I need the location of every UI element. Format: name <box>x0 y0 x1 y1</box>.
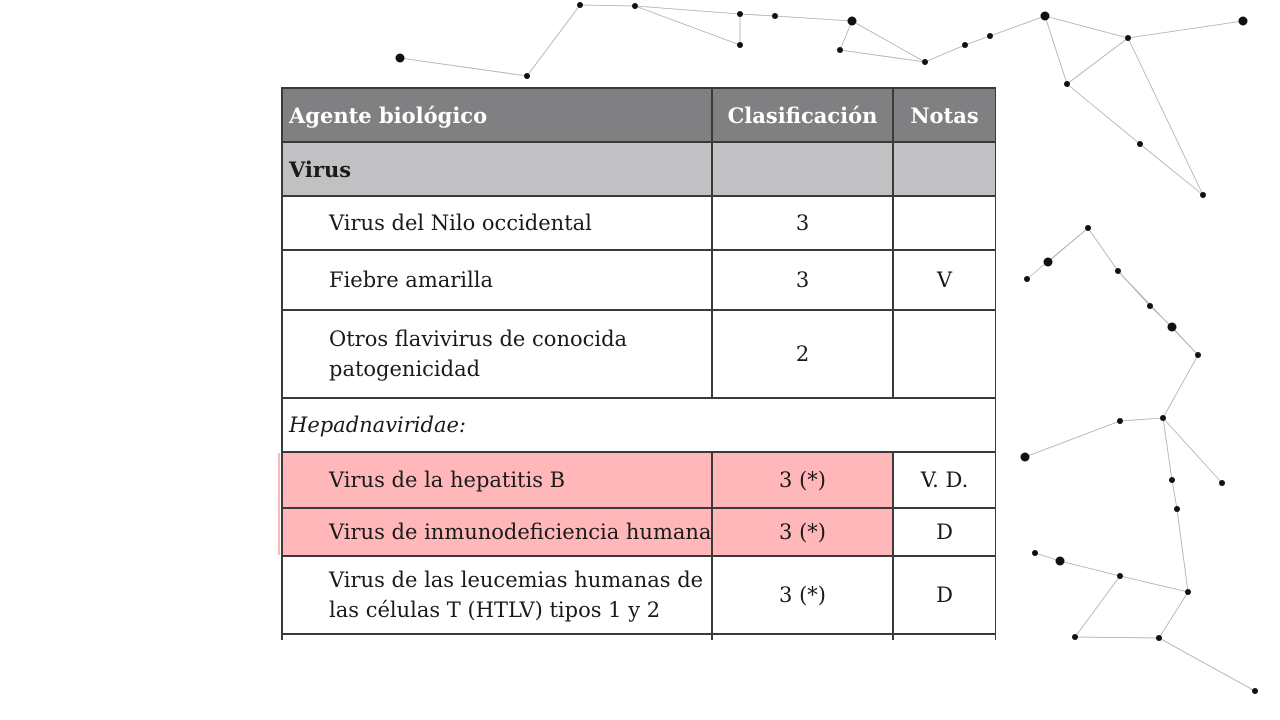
agent-cell: Otros flavivirus de conocida patogenicidad <box>282 310 712 398</box>
network-node <box>1056 557 1065 566</box>
network-line <box>965 36 990 45</box>
network-line <box>852 21 925 62</box>
agent-cell: Fiebre amarilla <box>282 250 712 310</box>
network-line <box>740 14 775 16</box>
network-node <box>1085 225 1091 231</box>
network-line <box>1120 418 1163 421</box>
network-line <box>1075 637 1159 638</box>
network-node <box>1117 418 1123 424</box>
network-node <box>1185 589 1191 595</box>
network-line <box>925 45 965 62</box>
header-agent: Agente biológico <box>282 88 712 142</box>
network-node <box>1137 141 1143 147</box>
network-node <box>524 73 530 79</box>
network-line <box>1045 16 1067 84</box>
network-line <box>1060 561 1120 576</box>
network-node <box>1115 268 1121 274</box>
network-node <box>1168 323 1177 332</box>
notes-cell <box>893 196 996 250</box>
network-line <box>1140 144 1203 195</box>
network-node <box>837 47 843 53</box>
biological-agents-table <box>280 86 996 640</box>
family-label: Hepadnaviridae: <box>282 398 996 452</box>
network-line <box>580 5 635 6</box>
network-node <box>1174 506 1180 512</box>
network-node <box>1032 550 1038 556</box>
network-line <box>400 58 527 76</box>
network-line <box>635 6 740 14</box>
network-line <box>840 50 925 62</box>
network-node <box>1041 12 1050 21</box>
table-row <box>282 556 996 634</box>
network-node <box>1072 634 1078 640</box>
network-line <box>527 5 580 76</box>
notes-cell <box>893 310 996 398</box>
network-line <box>840 21 852 50</box>
network-line <box>1120 576 1188 592</box>
network-line <box>990 16 1045 36</box>
classification-cell: 2 <box>712 310 893 398</box>
network-node <box>1200 192 1206 198</box>
header-classification: Clasificación <box>712 88 893 142</box>
network-line <box>1172 480 1177 509</box>
network-line <box>1075 576 1120 637</box>
network-node <box>1160 415 1166 421</box>
section-empty-cell <box>712 142 893 196</box>
network-node <box>1239 17 1248 26</box>
agent-cell: Virus de las leucemias humanas de las células T (HTLV) tipos 1 y 2 <box>282 556 712 634</box>
network-line <box>1118 271 1198 355</box>
network-node <box>922 59 928 65</box>
network-node <box>962 42 968 48</box>
network-line <box>1027 228 1088 279</box>
section-label: Virus <box>282 142 712 196</box>
classification-cell: 3 (*) <box>712 556 893 634</box>
network-node <box>1219 480 1225 486</box>
network-node <box>987 33 993 39</box>
network-line <box>775 16 852 21</box>
network-node <box>1169 477 1175 483</box>
notes-cell: D <box>893 508 996 556</box>
section-empty-cell <box>893 142 996 196</box>
network-node <box>1147 303 1153 309</box>
network-line <box>1128 21 1243 38</box>
table-row-highlighted <box>282 508 996 556</box>
table-row <box>282 310 996 398</box>
notes-cell: V. D. <box>893 452 996 508</box>
network-line <box>1159 638 1255 691</box>
network-node <box>772 13 778 19</box>
network-line <box>635 6 740 45</box>
network-line <box>1128 38 1203 195</box>
classification-cell: 3 (*) <box>712 508 893 556</box>
classification-cell: 3 (*) <box>712 452 893 508</box>
agent-cell: Virus de la hepatitis B <box>282 452 712 508</box>
empty-cell <box>893 634 996 640</box>
network-node <box>1195 352 1201 358</box>
agent-cell: Virus del Nilo occidental <box>282 196 712 250</box>
empty-cell <box>282 634 712 640</box>
network-line <box>1045 16 1128 38</box>
network-line <box>1067 38 1128 84</box>
network-line <box>1159 592 1188 638</box>
network-node <box>737 11 743 17</box>
network-node <box>1252 688 1258 694</box>
network-line <box>1088 228 1118 271</box>
network-node <box>396 54 405 63</box>
network-node <box>1044 258 1053 267</box>
network-node <box>1125 35 1131 41</box>
network-node <box>1117 573 1123 579</box>
network-node <box>632 3 638 9</box>
agent-cell: Virus de inmunodeficiencia humana <box>282 508 712 556</box>
classification-cell: 3 <box>712 250 893 310</box>
network-node <box>1021 453 1030 462</box>
table-row-highlighted <box>282 452 996 508</box>
table-row <box>282 196 996 250</box>
table-header-row <box>282 88 996 142</box>
classification-cell: 3 <box>712 196 893 250</box>
network-node <box>1156 635 1162 641</box>
network-node <box>1024 276 1030 282</box>
empty-cell <box>712 634 893 640</box>
table-row-cut-off <box>282 634 996 640</box>
network-node <box>848 17 857 26</box>
network-line <box>1025 421 1120 457</box>
notes-cell: V <box>893 250 996 310</box>
network-node <box>737 42 743 48</box>
notes-cell: D <box>893 556 996 634</box>
network-line <box>1163 355 1198 418</box>
network-line <box>1163 418 1222 483</box>
section-row-virus <box>282 142 996 196</box>
network-node <box>1064 81 1070 87</box>
network-line <box>1177 509 1188 592</box>
header-notes: Notas <box>893 88 996 142</box>
network-line <box>1067 84 1140 144</box>
network-line <box>1163 418 1172 480</box>
family-row-hepadnaviridae <box>282 398 996 452</box>
network-node <box>577 2 583 8</box>
table-row <box>282 250 996 310</box>
